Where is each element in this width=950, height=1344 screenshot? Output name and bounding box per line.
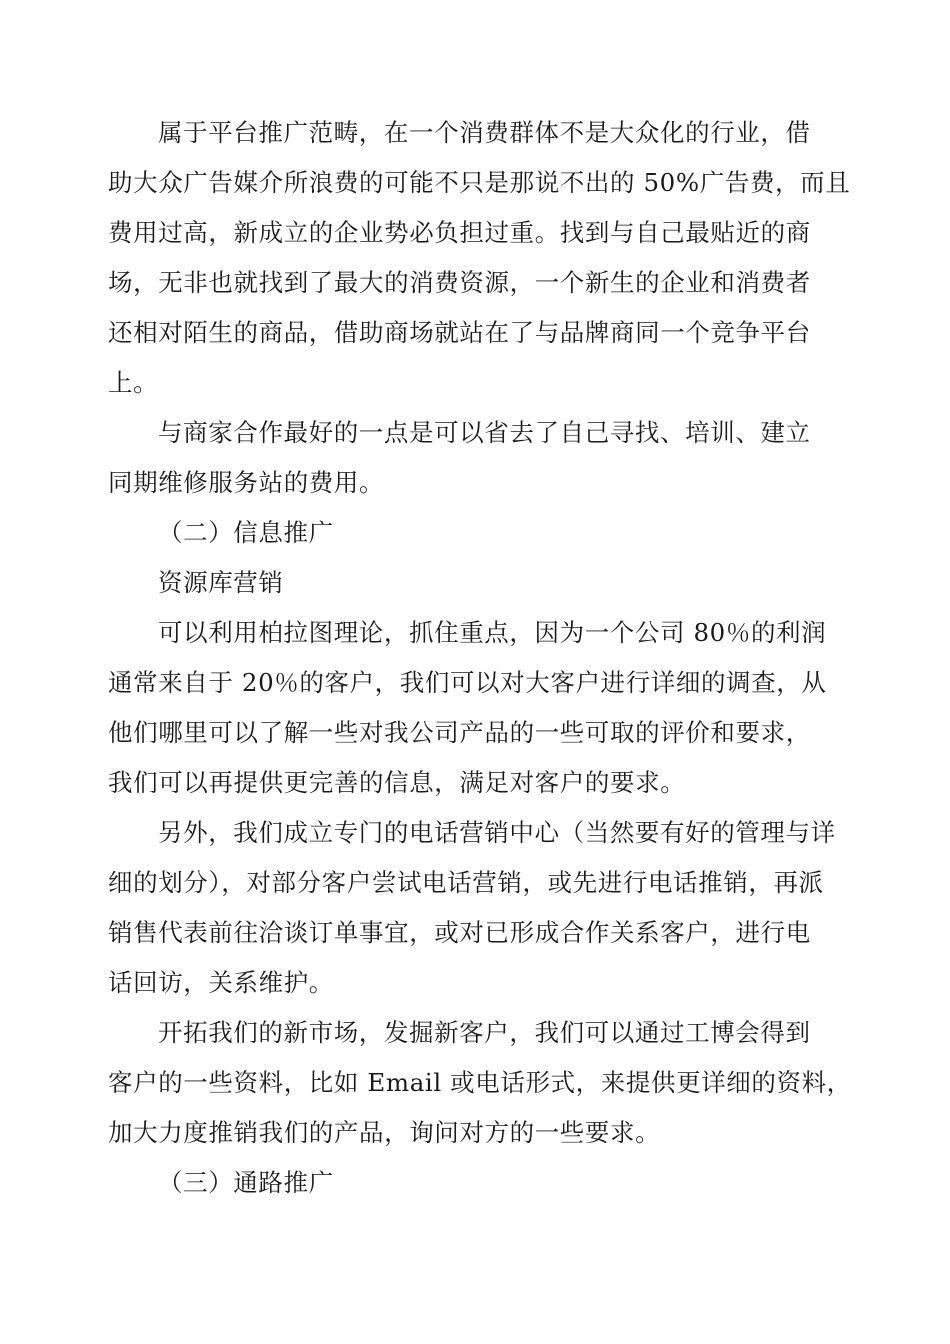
- paragraph-line: 同期维修服务站的费用。: [108, 468, 385, 497]
- paragraph-line: 我们可以再提供更完善的信息，满足对客户的要求。: [108, 768, 686, 797]
- paragraph-line: 加大力度推销我们的产品，询问对方的一些要求。: [108, 1118, 661, 1147]
- paragraph-line: 场，无非也就找到了最大的消费资源，一个新生的企业和消费者: [108, 268, 811, 297]
- paragraph-line: 细的划分），对部分客户尝试电话营销，或先进行电话推销，再派: [108, 868, 824, 897]
- paragraph-line: 客户的一些资料，比如 Email 或电话形式，来提供更详细的资料，: [108, 1068, 852, 1097]
- paragraph-line: 费用过高，新成立的企业势必负担过重。找到与自己最贴近的商: [108, 218, 811, 247]
- paragraph-line: 另外，我们成立专门的电话营销中心（当然要有好的管理与详: [158, 818, 836, 847]
- paragraph-line: 销售代表前往洽谈订单事宜，或对已形成合作关系客户，进行电: [108, 918, 811, 947]
- section-heading: （二）信息推广: [158, 518, 334, 547]
- paragraph-line: 话回访，关系维护。: [108, 968, 334, 997]
- paragraph-line: 助大众广告媒介所浪费的可能不只是那说不出的 50%广告费，而且: [108, 168, 851, 197]
- paragraph-line: 可以利用柏拉图理论，抓住重点，因为一个公司 80％的利润: [158, 618, 827, 647]
- paragraph-line: 与商家合作最好的一点是可以省去了自己寻找、培训、建立: [158, 418, 811, 447]
- paragraph-line: 开拓我们的新市场，发掘新客户，我们可以通过工博会得到: [158, 1018, 811, 1047]
- section-heading: （三）通路推广: [158, 1168, 334, 1197]
- paragraph-line: 还相对陌生的商品，借助商场就站在了与品牌商同一个竞争平台: [108, 318, 811, 347]
- paragraph-line: 上。: [108, 368, 159, 397]
- paragraph-line: 通常来自于 20％的客户，我们可以对大客户进行详细的调查，从: [108, 668, 827, 697]
- subsection-heading: 资源库营销: [158, 568, 284, 597]
- paragraph-line: 属于平台推广范畴，在一个消费群体不是大众化的行业，借: [158, 118, 811, 147]
- paragraph-line: 他们哪里可以了解一些对我公司产品的一些可取的评价和要求，: [108, 718, 811, 747]
